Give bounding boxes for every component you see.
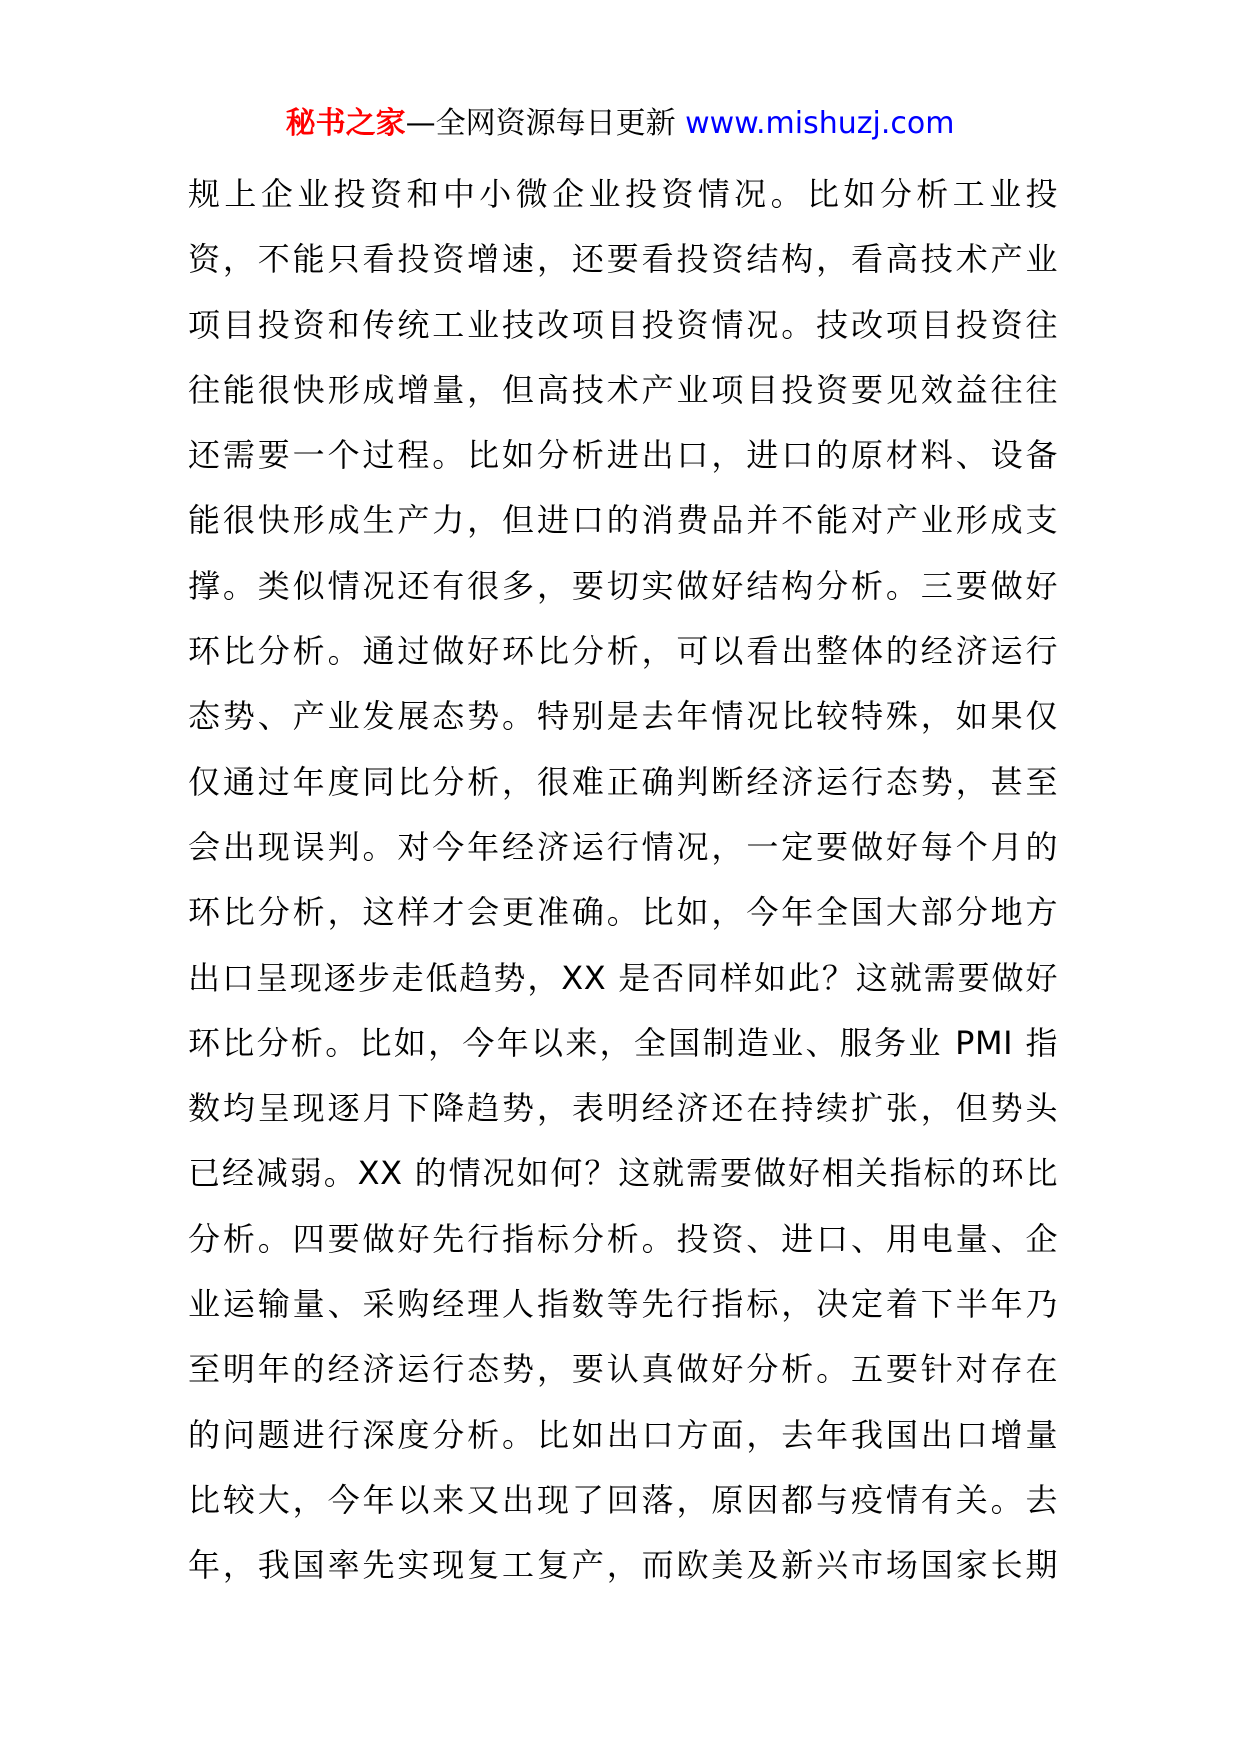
text-line: 比较大，今年以来又出现了回落，原因都与疫情有关。去 bbox=[188, 1480, 1058, 1519]
header-tagline: —全网资源每日更新 bbox=[405, 106, 686, 141]
text-line: 环比分析，这样才会更准确。比如，今年全国大部分地方 bbox=[188, 893, 1058, 932]
text-line: 资，不能只看投资增速，还要看投资结构，看高技术产业 bbox=[188, 240, 1058, 279]
brand-name: 秘书之家 bbox=[285, 106, 406, 141]
text-line: 态势、产业发展态势。特别是去年情况比较特殊，如果仅 bbox=[188, 697, 1058, 736]
text-line: 已经减弱。XX 的情况如何？这就需要做好相关指标的环比 bbox=[188, 1154, 1058, 1193]
body-paragraph bbox=[188, 162, 1058, 1599]
text-line: 还需要一个过程。比如分析进出口，进口的原材料、设备 bbox=[188, 436, 1058, 475]
text-line: 至明年的经济运行态势，要认真做好分析。五要针对存在 bbox=[188, 1350, 1058, 1389]
text-line: 环比分析。通过做好环比分析，可以看出整体的经济运行 bbox=[188, 632, 1058, 671]
text-line: 项目投资和传统工业技改项目投资情况。技改项目投资往 bbox=[188, 305, 1058, 344]
text-line: 年，我国率先实现复工复产，而欧美及新兴市场国家长期 bbox=[188, 1546, 1058, 1585]
website-link[interactable]: www.mishuzj.com bbox=[685, 106, 955, 141]
text-line: 会出现误判。对今年经济运行情况，一定要做好每个月的 bbox=[188, 827, 1058, 866]
text-line: 分析。四要做好先行指标分析。投资、进口、用电量、企 bbox=[188, 1219, 1058, 1258]
text-line: 业运输量、采购经理人指数等先行指标，决定着下半年乃 bbox=[188, 1285, 1058, 1324]
text-line: 能很快形成生产力，但进口的消费品并不能对产业形成支 bbox=[188, 501, 1058, 540]
text-line: 出口呈现逐步走低趋势，XX 是否同样如此？这就需要做好 bbox=[188, 958, 1058, 997]
page-header bbox=[0, 100, 1240, 148]
text-line: 仅通过年度同比分析，很难正确判断经济运行态势，甚至 bbox=[188, 762, 1058, 801]
text-line: 往能很快形成增量，但高技术产业项目投资要见效益往往 bbox=[188, 370, 1058, 409]
text-line: 规上企业投资和中小微企业投资情况。比如分析工业投 bbox=[188, 175, 1058, 213]
text-line: 环比分析。比如，今年以来，全国制造业、服务业 PMI 指 bbox=[188, 1023, 1058, 1062]
text-line: 数均呈现逐月下降趋势，表明经济还在持续扩张，但势头 bbox=[188, 1089, 1058, 1128]
text-line: 撑。类似情况还有很多，要切实做好结构分析。三要做好 bbox=[188, 566, 1058, 605]
text-line: 的问题进行深度分析。比如出口方面，去年我国出口增量 bbox=[188, 1415, 1058, 1454]
